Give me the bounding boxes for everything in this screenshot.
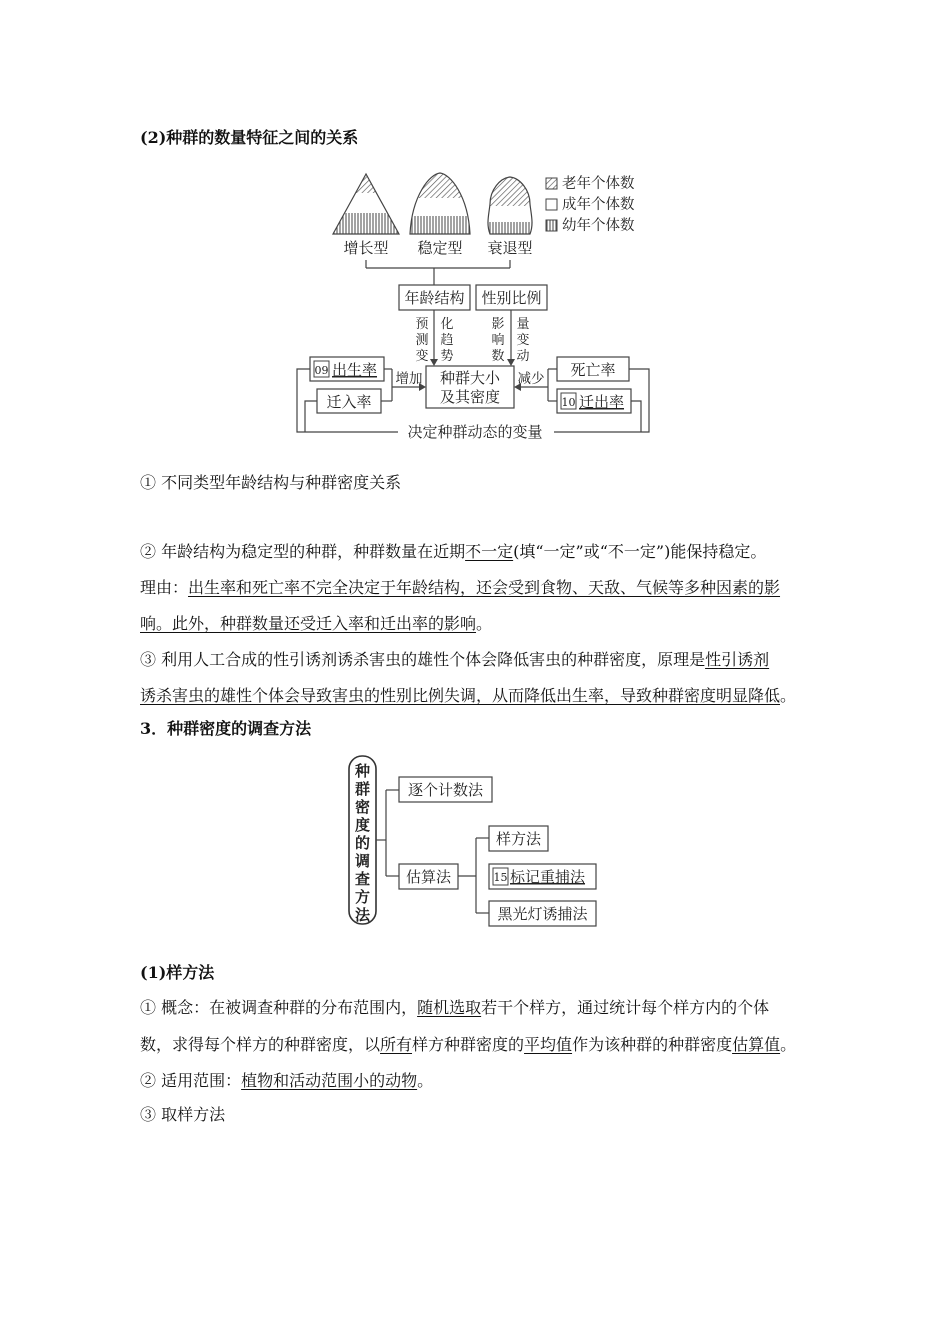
item-2-answer-1: 不一定 <box>465 542 514 561</box>
root-char-2: 群 <box>354 780 371 798</box>
root-char-7: 查 <box>354 870 371 888</box>
quantity-char-2: 变 <box>516 333 530 348</box>
concept-line-1 <box>140 998 769 1018</box>
age-structure-label: 年龄结构 <box>404 289 465 307</box>
concept-answer-4: 估算值 <box>732 1035 781 1054</box>
predict-char-3: 变 <box>415 349 429 364</box>
sex-ratio-label: 性别比例 <box>481 289 542 307</box>
emigration-label: 迁出率 <box>579 393 625 411</box>
concept-answer-3: 平均值 <box>524 1035 573 1054</box>
estimate-method-label: 估算法 <box>405 868 452 886</box>
item-1: ① 不同类型年龄结构与种群密度关系 <box>140 473 402 492</box>
legend-old: 老年个体数 <box>562 176 635 192</box>
growth-pyramid <box>330 170 402 235</box>
concept-end: 。 <box>780 1035 797 1054</box>
sampling-heading: ③ 取样方法 <box>140 1105 226 1124</box>
predict-char-1: 预 <box>415 317 429 332</box>
quantity-char-3: 动 <box>516 349 530 364</box>
bottom-label: 决定种群动态的变量 <box>407 423 543 441</box>
item-3-end: 。 <box>780 686 797 705</box>
count-method-label: 逐个计数法 <box>407 781 484 799</box>
item-3-answer-1: 性引诱剂 <box>705 650 770 669</box>
birth-number: 09 <box>314 364 329 377</box>
scope-answer: 植物和活动范围小的动物 <box>241 1071 418 1090</box>
concept-text-4: 样方种群密度的 <box>412 1035 525 1054</box>
light-trap-label: 黑光灯诱捕法 <box>497 905 588 923</box>
stable-label: 稳定型 <box>417 239 463 257</box>
item-2-line-3 <box>140 614 492 634</box>
subsection-1-heading: (1)样方法 <box>140 963 215 982</box>
item-2-line-2 <box>140 578 780 598</box>
center-line-1: 种群大小 <box>439 369 501 387</box>
scope-line <box>140 1071 433 1091</box>
concept-text-2: 若干个样方，通过统计每个样方内的个体 <box>481 998 770 1017</box>
quantity-char-1: 量 <box>516 317 530 332</box>
concept-answer-1: 随机选取 <box>417 998 482 1017</box>
legend-young-swatch <box>546 220 557 231</box>
item-2-text-1: ② 年龄结构为稳定型的种群，种群数量在近期 <box>140 542 466 561</box>
item-2-end: 。 <box>476 614 493 633</box>
increase-label: 增加 <box>395 371 423 387</box>
item-3-answer-2: 诱杀害虫的雄性个体会导致害虫的性别比例失调，从而降低出生率，导致种群密度明显降低 <box>140 686 781 705</box>
stable-pyramid <box>408 170 472 235</box>
trend-char-2: 趋 <box>440 333 454 348</box>
root-char-5: 的 <box>354 834 371 852</box>
death-rate-label: 死亡率 <box>570 361 616 379</box>
population-relationship-diagram <box>0 0 950 450</box>
item-2-line-1 <box>140 542 766 562</box>
root-char-6: 调 <box>354 852 371 870</box>
declining-pyramid <box>484 174 536 235</box>
item-3-line-1 <box>140 650 769 670</box>
concept-text-3: 数，求得每个样方的种群密度，以 <box>140 1035 381 1054</box>
decrease-label: 减少 <box>517 371 545 387</box>
root-char-1: 种 <box>354 762 371 780</box>
item-3-text-1: ③ 利用人工合成的性引诱剂诱杀害虫的雄性个体会降低害虫的种群密度，原理是 <box>140 650 706 669</box>
item-2-reason-label: 理由： <box>140 578 189 597</box>
affect-char-2: 响 <box>491 333 505 348</box>
legend-young: 幼年个体数 <box>562 218 635 234</box>
item-3-line-2 <box>140 686 796 706</box>
center-line-2: 及其密度 <box>439 388 501 406</box>
survey-methods-diagram <box>0 740 950 940</box>
concept-answer-2: 所有 <box>380 1035 413 1054</box>
section-3-heading: 3．种群密度的调查方法 <box>140 719 312 738</box>
predict-char-2: 测 <box>415 333 429 348</box>
birth-rate-label: 出生率 <box>332 361 378 379</box>
mark-recapture-label: 标记重捕法 <box>510 868 586 886</box>
root-char-3: 密 <box>354 798 371 816</box>
declining-label: 衰退型 <box>487 239 533 257</box>
trend-char-1: 化 <box>440 317 454 332</box>
immigration-label: 迁入率 <box>326 393 372 411</box>
legend-adult-swatch <box>546 199 557 210</box>
trend-char-3: 势 <box>440 349 454 364</box>
concept-text-5: 作为该种群的种群密度 <box>572 1035 733 1054</box>
scope-label: ② 适用范围： <box>140 1071 242 1090</box>
growth-label: 增长型 <box>343 239 389 257</box>
legend-adult: 成年个体数 <box>562 197 635 213</box>
concept-text-1: ① 概念：在被调查种群的分布范围内， <box>140 998 418 1017</box>
item-2-answer-2b: 响。此外，种群数量还受迁入率和迁出率的影响 <box>140 614 477 633</box>
quadrat-method-label: 样方法 <box>495 830 542 848</box>
item-2-text-2: (填“一定”或“不一定”)能保持稳定。 <box>513 542 767 561</box>
root-char-4: 度 <box>354 816 371 834</box>
root-char-8: 方 <box>354 888 371 906</box>
legend-old-swatch <box>546 178 557 189</box>
root-char-9: 法 <box>354 906 371 924</box>
scope-end: 。 <box>417 1071 434 1090</box>
concept-line-2 <box>140 1035 796 1055</box>
affect-char-3: 数 <box>491 349 505 364</box>
emigration-number: 10 <box>561 396 576 409</box>
section-heading-2: (2)种群的数量特征之间的关系 <box>140 128 359 147</box>
item-2-answer-2a: 出生率和死亡率不完全决定于年龄结构，还会受到食物、天敌、气候等多种因素的影 <box>188 578 781 597</box>
affect-char-1: 影 <box>491 317 505 332</box>
mark-number: 15 <box>493 871 508 884</box>
